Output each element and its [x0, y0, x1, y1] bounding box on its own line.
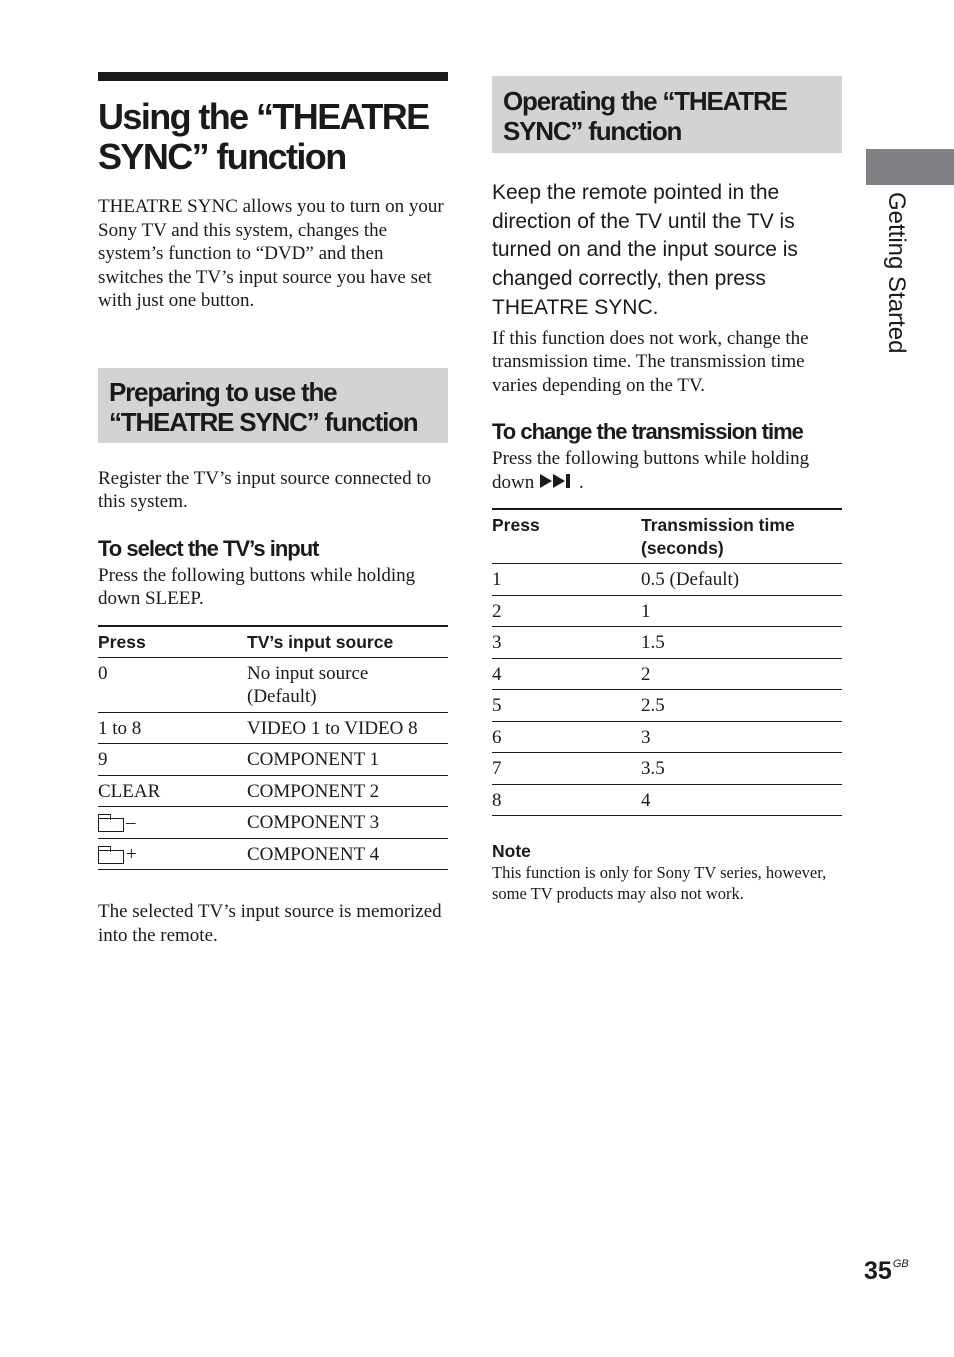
press-symbol: – [126, 812, 136, 833]
press-column-header: Press [98, 626, 247, 658]
press-cell: 1 [492, 564, 641, 596]
press-cell: 7 [492, 753, 641, 785]
instruction-period: . [578, 471, 584, 493]
title-rule [98, 72, 448, 81]
press-cell: 3 [492, 627, 641, 659]
table-row [492, 690, 842, 722]
press-cell [98, 807, 247, 839]
time-cell: 1 [641, 595, 842, 627]
folder-minus-icon [98, 814, 122, 830]
source-cell: VIDEO 1 to VIDEO 8 [247, 712, 448, 744]
table-header-row [492, 509, 842, 564]
press-column-header: Press [492, 509, 641, 564]
table-row [492, 753, 842, 785]
transmission-heading: To change the transmission time [492, 419, 803, 445]
press-cell: 9 [98, 744, 247, 776]
memorized-note: The selected TV’s input source is memorized into the remote. [98, 901, 442, 946]
press-cell: 5 [492, 690, 641, 722]
section-tab-marker [866, 149, 954, 185]
page-number-value: 35 [864, 1257, 892, 1285]
source-column-header: TV’s input source [247, 626, 448, 658]
press-cell: 0 [98, 657, 247, 712]
operating-detail: If this function does not work, change the transmission time. The transmission time varies depending on the TV. [492, 327, 809, 396]
table-row [98, 838, 448, 870]
table-row [98, 807, 448, 839]
source-cell: No input source (Default) [247, 657, 448, 712]
time-cell: 2 [641, 658, 842, 690]
input-source-table [98, 625, 448, 871]
table-row [492, 721, 842, 753]
preparing-intro: Register the TV’s input source connected to this system. [98, 467, 432, 512]
left-column [98, 72, 448, 947]
table-row [492, 564, 842, 596]
time-cell: 1.5 [641, 627, 842, 659]
preparing-section-title: Preparing to use the “THEATRE SYNC” function [109, 376, 418, 437]
press-cell: CLEAR [98, 775, 247, 807]
press-cell: 4 [492, 658, 641, 690]
press-cell: 6 [492, 721, 641, 753]
press-cell: 1 to 8 [98, 712, 247, 744]
note-text: This function is only for Sony TV series, however, some TV products may also not work. [492, 863, 827, 904]
select-input-heading: To select the TV’s input [98, 535, 319, 561]
right-column [492, 76, 842, 904]
press-cell: 2 [492, 595, 641, 627]
table-row [492, 595, 842, 627]
time-cell: 0.5 (Default) [641, 564, 842, 596]
transmission-time-table [492, 508, 842, 816]
press-symbol: + [126, 843, 137, 865]
source-cell: COMPONENT 1 [247, 744, 448, 776]
transmission-instruction [492, 447, 842, 494]
table-row [492, 784, 842, 816]
page-number [864, 1248, 909, 1287]
table-row [492, 627, 842, 659]
table-row [492, 658, 842, 690]
time-cell: 3.5 [641, 753, 842, 785]
note-title: Note [492, 841, 531, 862]
time-cell: 4 [641, 784, 842, 816]
skip-forward-icon [539, 473, 579, 489]
source-cell: COMPONENT 4 [247, 838, 448, 870]
preparing-section-header [98, 368, 448, 443]
table-row [98, 744, 448, 776]
table-row [98, 775, 448, 807]
press-cell [98, 838, 247, 870]
press-cell: 8 [492, 784, 641, 816]
operating-lead: Keep the remote pointed in the direction of the TV until the TV is turned on and the input source is changed correctly, then press THEATRE SYNC. [492, 181, 798, 319]
folder-plus-icon [98, 846, 122, 862]
operating-section-header [492, 76, 842, 153]
table-row [98, 712, 448, 744]
table-header-row [98, 626, 448, 658]
time-column-header: Transmission time (seconds) [641, 509, 842, 564]
section-tab-label: Getting Started [883, 192, 910, 354]
operating-section-title: Operating the “THEATRE SYNC” function [503, 86, 787, 146]
time-cell: 2.5 [641, 690, 842, 722]
table-row [98, 657, 448, 712]
time-cell: 3 [641, 721, 842, 753]
instruction-text: Press the following buttons while holding down [492, 448, 810, 493]
page-title: Using the “THEATRE SYNC” function [98, 96, 429, 177]
select-input-instruction: Press the following buttons while holding down SLEEP. [98, 564, 416, 609]
intro-paragraph: THEATRE SYNC allows you to turn on your Sony TV and this system, changes the system’s function to “DVD” and then switches the TV’s input source you have set with just one button. [98, 196, 444, 311]
page-number-suffix: GB [892, 1258, 909, 1270]
source-cell: COMPONENT 3 [247, 807, 448, 839]
source-cell: COMPONENT 2 [247, 775, 448, 807]
